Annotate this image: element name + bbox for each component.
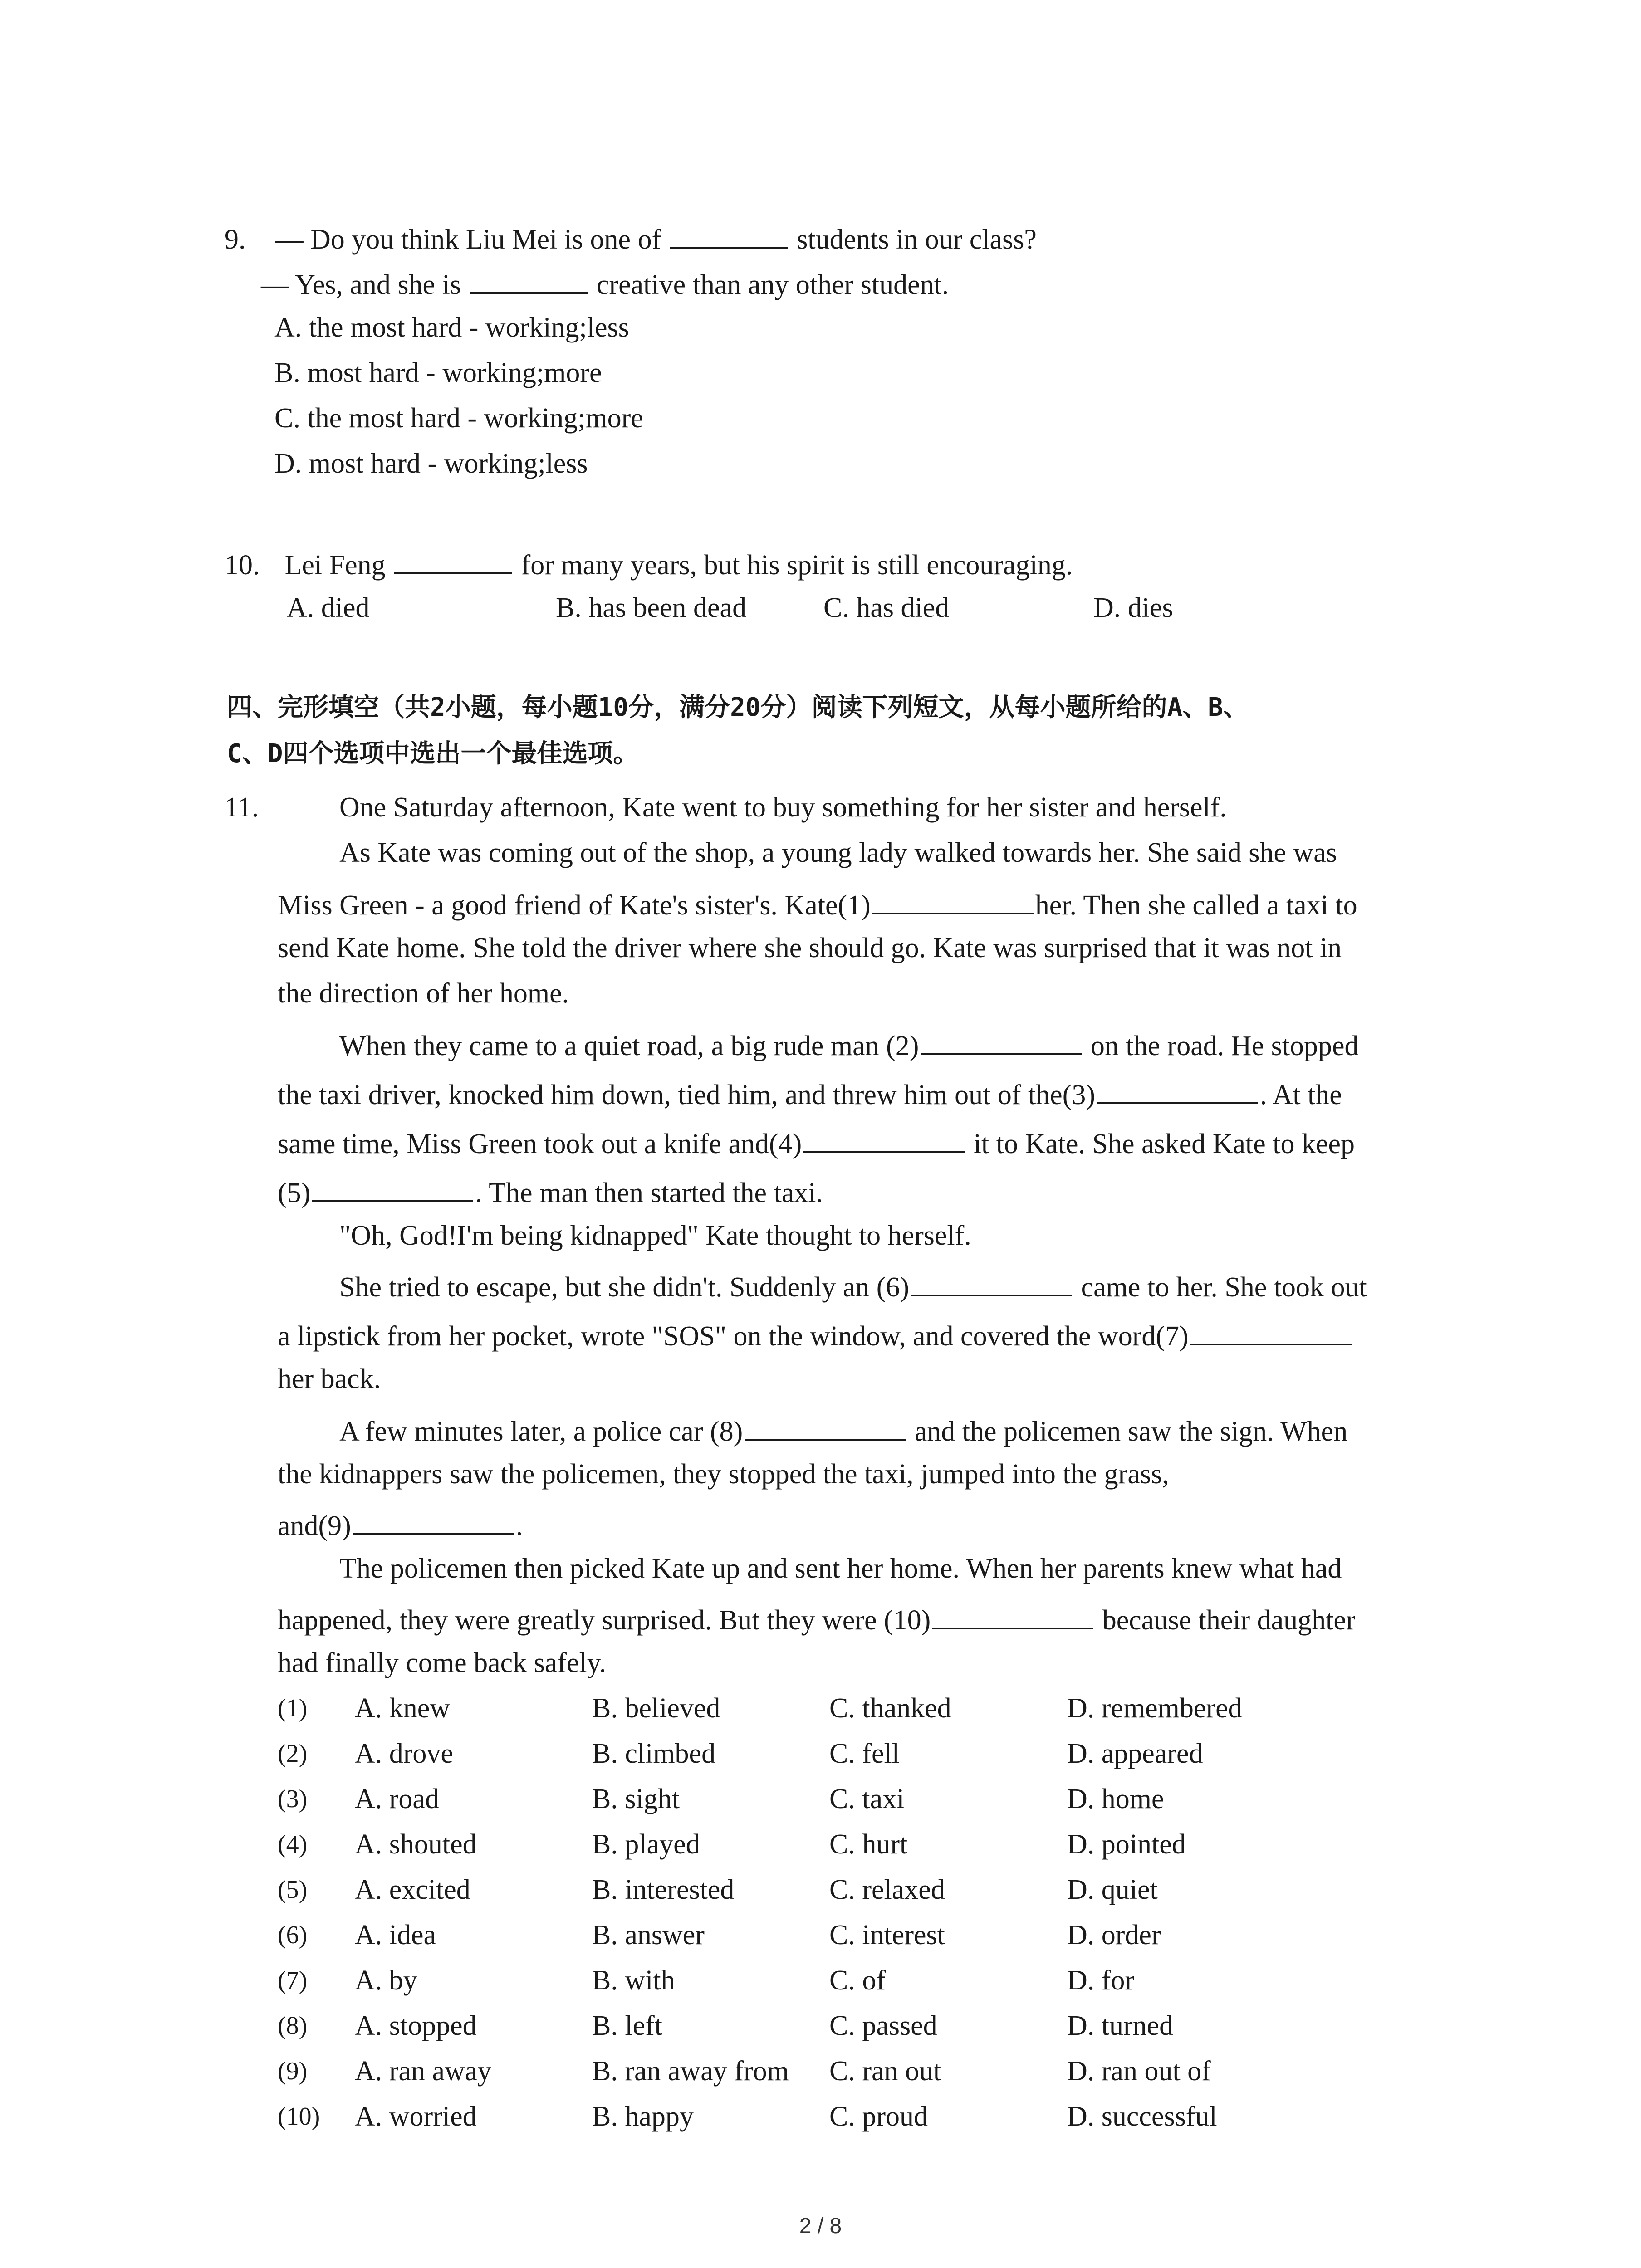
choice-a: A. worried — [355, 2101, 477, 2132]
passage-text: and(9) — [278, 1510, 351, 1541]
passage-text: her. Then she called a taxi to — [1035, 890, 1357, 921]
choice-d: D. turned — [1067, 2010, 1174, 2041]
passage-p5-line-1 — [339, 1266, 1367, 1305]
passage-text: She tried to escape, but she didn't. Suddenly an (6) — [339, 1272, 910, 1303]
choice-b: B. interested — [592, 1874, 735, 1905]
choice-c: C. of — [829, 1965, 886, 1996]
passage-text: because their daughter — [1102, 1605, 1356, 1636]
q9-blank-2 — [470, 264, 588, 294]
choice-b: B. left — [592, 2010, 662, 2041]
blank-2 — [921, 1025, 1082, 1055]
blank-5 — [312, 1172, 473, 1202]
q9-line1-start: — Do you think Liu Mei is one of — [275, 224, 661, 255]
choice-number: (5) — [278, 1876, 308, 1904]
choice-b: B. played — [592, 1829, 700, 1860]
choice-row — [0, 2053, 1641, 2089]
choice-d: D. appeared — [1067, 1738, 1203, 1769]
passage-p7-line-1: The policemen then picked Kate up and sent her home. When her parents knew what had — [339, 1553, 1342, 1584]
passage-text: same time, Miss Green took out a knife and(4) — [278, 1129, 802, 1159]
choice-c: C. relaxed — [829, 1874, 945, 1905]
choice-d: D. order — [1067, 1920, 1161, 1950]
choice-d: D. home — [1067, 1784, 1164, 1814]
passage-p4: "Oh, God!I'm being kidnapped" Kate thought to herself. — [339, 1220, 971, 1251]
choice-a: A. stopped — [355, 2010, 477, 2041]
choice-row — [0, 1826, 1641, 1862]
choice-d: D. pointed — [1067, 1829, 1186, 1860]
passage-text: came to her. She took out — [1081, 1272, 1367, 1303]
choice-row — [0, 2098, 1641, 2135]
blank-6 — [911, 1266, 1072, 1296]
q11-number: 11. — [225, 792, 259, 823]
passage-text: . — [515, 1510, 523, 1541]
passage-text: . At the — [1260, 1080, 1342, 1110]
passage-p2-line-1: As Kate was coming out of the shop, a young lady walked towards her. She said she was — [339, 837, 1337, 868]
q10-option-b: B. has been dead — [556, 592, 747, 623]
page-number: 2 / 8 — [799, 2214, 842, 2238]
choice-a: A. ran away — [355, 2056, 492, 2087]
blank-1 — [872, 885, 1034, 914]
q10-stem — [225, 544, 1073, 583]
choice-number: (3) — [278, 1785, 308, 1813]
choice-d: D. for — [1067, 1965, 1135, 1996]
choice-c: C. passed — [829, 2010, 937, 2041]
choice-row — [0, 2008, 1641, 2044]
passage-text: (5) — [278, 1178, 311, 1208]
passage-text: . The man then started the taxi. — [475, 1178, 823, 1208]
passage-text: When they came to a quiet road, a big rude man (2) — [339, 1031, 919, 1061]
q9-number: 9. — [225, 224, 246, 255]
q9-line-1 — [225, 219, 1037, 258]
choice-d: D. quiet — [1067, 1874, 1158, 1905]
passage-p2-line-3: send Kate home. She told the driver where she should go. Kate was surprised that it was not in — [278, 933, 1342, 963]
passage-p1: One Saturday afternoon, Kate went to buy something for her sister and herself. — [339, 792, 1227, 823]
blank-9 — [353, 1505, 514, 1535]
passage-p3-line-3 — [278, 1123, 1355, 1162]
passage-text: a lipstick from her pocket, wrote "SOS" on the window, and covered the word(7) — [278, 1321, 1189, 1352]
passage-p7-line-3: had finally come back safely. — [278, 1647, 607, 1678]
choice-b: B. ran away from — [592, 2056, 789, 2087]
choice-number: (2) — [278, 1740, 308, 1768]
q9-option-d: D. most hard - working;less — [274, 448, 588, 479]
choice-d: D. successful — [1067, 2101, 1217, 2132]
passage-text: A few minutes later, a police car (8) — [339, 1416, 743, 1447]
passage-p5-line-3: her back. — [278, 1364, 381, 1394]
passage-text: it to Kate. She asked Kate to keep — [973, 1129, 1355, 1159]
passage-p2-line-4: the direction of her home. — [278, 978, 569, 1009]
choice-b: B. climbed — [592, 1738, 716, 1769]
choice-b: B. happy — [592, 2101, 694, 2132]
passage-p3-line-1 — [339, 1025, 1358, 1064]
blank-7 — [1190, 1315, 1352, 1345]
blank-3 — [1097, 1074, 1258, 1104]
choice-d: D. remembered — [1067, 1693, 1242, 1724]
passage-text: on the road. He stopped — [1090, 1031, 1359, 1061]
choice-row — [0, 1872, 1641, 1908]
choice-c: C. fell — [829, 1738, 900, 1769]
q9-line2-end: creative than any other student. — [596, 269, 949, 300]
choice-row — [0, 1781, 1641, 1817]
choice-number: (10) — [278, 2102, 320, 2131]
choice-number: (8) — [278, 2012, 308, 2040]
choice-b: B. answer — [592, 1920, 705, 1950]
q9-option-c: C. the most hard - working;more — [274, 403, 643, 434]
choice-a: A. idea — [355, 1920, 436, 1950]
blank-8 — [745, 1411, 906, 1441]
choice-b: B. sight — [592, 1784, 680, 1814]
q10-option-c: C. has died — [823, 592, 950, 623]
q10-stem-end: for many years, but his spirit is still encouraging. — [521, 550, 1073, 581]
choice-c: C. ran out — [829, 2056, 941, 2087]
choice-row — [0, 1962, 1641, 1999]
choice-c: C. taxi — [829, 1784, 905, 1814]
choice-row — [0, 1690, 1641, 1726]
choice-number: (9) — [278, 2057, 308, 2085]
passage-p7-line-2 — [278, 1599, 1356, 1638]
passage-p5-line-2 — [278, 1315, 1353, 1354]
q9-line-2 — [261, 264, 949, 303]
q9-line1-end: students in our class? — [797, 224, 1037, 255]
choice-a: A. shouted — [355, 1829, 477, 1860]
choice-number: (7) — [278, 1966, 308, 1994]
section-heading-line-2: C、D四个选项中选出一个最佳选项。 — [227, 739, 639, 768]
q10-option-a: A. died — [287, 592, 370, 623]
q10-stem-start: Lei Feng — [284, 550, 386, 581]
choice-a: A. by — [355, 1965, 417, 1996]
choice-a: A. drove — [355, 1738, 453, 1769]
passage-p3-line-4 — [278, 1172, 823, 1211]
passage-p6-line-3 — [278, 1505, 523, 1544]
passage-text: Miss Green - a good friend of Kate's sister's. Kate(1) — [278, 890, 871, 921]
passage-p3-line-2 — [278, 1074, 1342, 1113]
q9-option-b: B. most hard - working;more — [274, 357, 602, 388]
choice-c: C. thanked — [829, 1693, 951, 1724]
choice-b: B. with — [592, 1965, 675, 1996]
q9-line2-start: — Yes, and she is — [261, 269, 461, 300]
choice-c: C. interest — [829, 1920, 945, 1950]
choice-a: A. road — [355, 1784, 439, 1814]
section-heading-line-1: 四、完形填空（共2小题，每小题10分，满分20分）阅读下列短文，从每小题所给的A、B、 — [227, 693, 1249, 722]
choice-number: (1) — [278, 1694, 308, 1722]
choice-c: C. hurt — [829, 1829, 908, 1860]
choice-number: (6) — [278, 1921, 308, 1949]
passage-p6-line-2: the kidnappers saw the policemen, they stopped the taxi, jumped into the grass, — [278, 1459, 1169, 1490]
passage-p6-line-1 — [339, 1411, 1347, 1450]
passage-text: the taxi driver, knocked him down, tied him, and threw him out of the(3) — [278, 1080, 1095, 1110]
q10-option-d: D. dies — [1093, 592, 1173, 623]
q9-blank-1 — [670, 219, 788, 249]
passage-p2-line-2 — [278, 885, 1357, 924]
q10-blank — [394, 544, 512, 574]
choice-row — [0, 1917, 1641, 1953]
choice-number: (4) — [278, 1830, 308, 1858]
q9-option-a: A. the most hard - working;less — [274, 312, 629, 343]
choice-c: C. proud — [829, 2101, 928, 2132]
choice-b: B. believed — [592, 1693, 720, 1724]
blank-4 — [803, 1123, 965, 1153]
choice-d: D. ran out of — [1067, 2056, 1211, 2087]
choice-a: A. knew — [355, 1693, 451, 1724]
passage-text: and the policemen saw the sign. When — [914, 1416, 1348, 1447]
choice-row — [0, 1735, 1641, 1772]
passage-text: happened, they were greatly surprised. But they were (10) — [278, 1605, 931, 1636]
choice-a: A. excited — [355, 1874, 470, 1905]
blank-10 — [932, 1599, 1093, 1629]
q10-number: 10. — [225, 550, 260, 581]
